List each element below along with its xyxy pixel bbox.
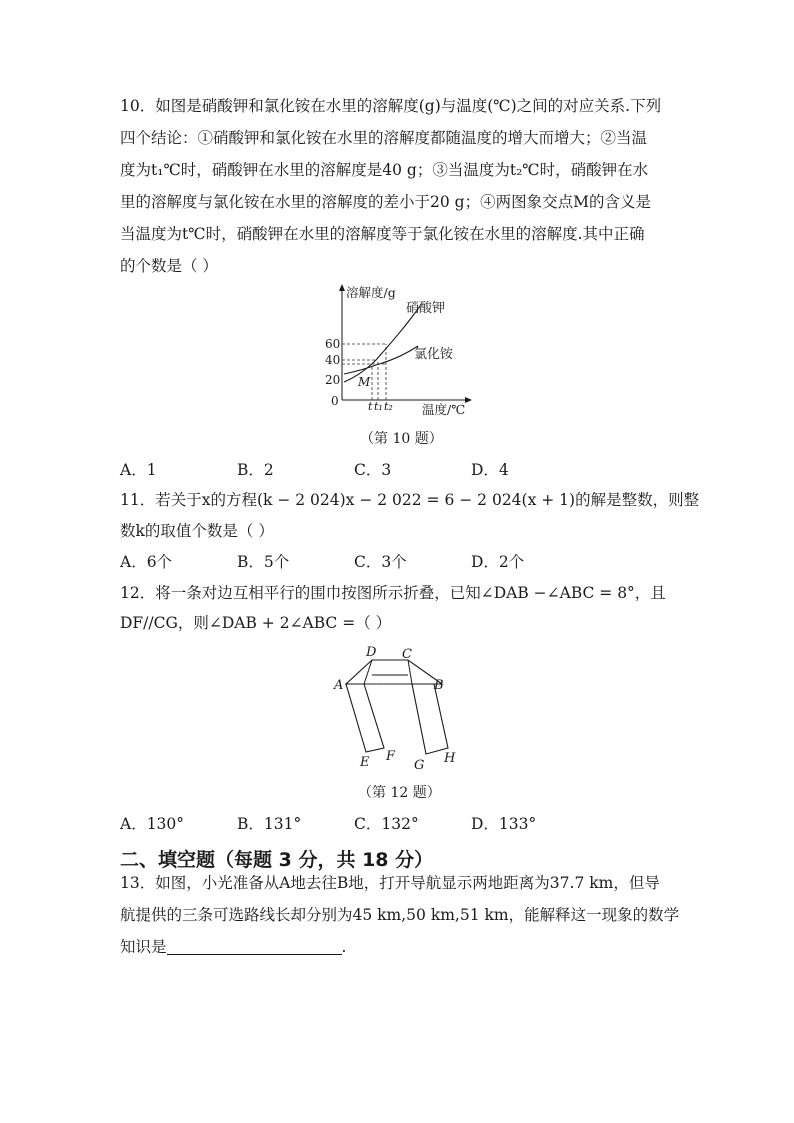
q12-line-2: DF//CG，则∠DAB + 2∠ABC =（ ）: [120, 614, 392, 632]
xtick-t: t: [368, 400, 373, 413]
scarf-fold-figure: [330, 638, 470, 778]
q10-caption: （第 10 题）: [360, 431, 443, 447]
q10-option-a[interactable]: A．1: [120, 461, 157, 479]
label-d: D: [366, 645, 377, 660]
q12-option-a[interactable]: A．130°: [120, 815, 185, 833]
q10-option-b[interactable]: B．2: [237, 461, 274, 479]
point-m-label: M: [358, 375, 371, 389]
q13-line-3-text: 知识是: [120, 938, 167, 956]
nh4cl-label: 氯化铵: [414, 347, 454, 362]
label-a: A: [334, 678, 344, 693]
kno3-label: 硝酸钾: [406, 301, 446, 316]
q13-line-3: [120, 937, 346, 957]
ytick-20: 20: [325, 373, 341, 387]
q10-line-2: 四个结论：①硝酸钾和氯化铵在水里的溶解度都随温度的增大而增大；②当温: [120, 129, 648, 147]
label-e: E: [360, 755, 370, 770]
q10-line-6: 的个数是（ ）: [120, 257, 218, 275]
label-g: G: [414, 758, 425, 773]
q11-option-c[interactable]: C．3个: [354, 553, 407, 571]
q11-option-a[interactable]: A．6个: [120, 553, 173, 571]
q12-option-b[interactable]: B．131°: [237, 815, 302, 833]
q13-end: .: [341, 938, 347, 956]
right-strip: [412, 684, 448, 754]
q10-option-c[interactable]: C．3: [354, 461, 392, 479]
q11-line-1: 11．若关于x的方程(k − 2 024)x − 2 022 = 6 − 2 024(x + 1)的解是整数，则整: [120, 491, 700, 509]
q10-line-1: 10．如图是硝酸钾和氯化铵在水里的溶解度(g)与温度(℃)之间的对应关系.下列: [120, 97, 662, 115]
q12-option-d[interactable]: D．133°: [471, 815, 537, 833]
label-c: C: [402, 647, 412, 662]
q12-line-1: 12．将一条对边互相平行的围巾按图所示折叠，已知∠DAB −∠ABC = 8°，且: [120, 584, 666, 602]
connector-right: [408, 660, 412, 684]
q11-option-d[interactable]: D．2个: [471, 553, 525, 571]
answer-blank[interactable]: [167, 938, 342, 955]
left-strip: [346, 684, 384, 752]
solubility-chart: [318, 282, 488, 422]
xtick-t1: t₁: [374, 400, 383, 413]
q11-line-2: 数k的取值个数是（ ）: [120, 522, 274, 540]
q10-option-d[interactable]: D．4: [471, 461, 509, 479]
x-axis-arrow: [465, 397, 472, 403]
q10-line-4: 里的溶解度与氯化铵在水里的溶解度的差小于20 g；④两图象交点M的含义是: [120, 193, 651, 211]
q10-line-5: 当温度为t℃时，硝酸钾在水里的溶解度等于氯化铵在水里的溶解度.其中正确: [120, 225, 645, 243]
label-h: H: [444, 751, 456, 766]
q12-caption: （第 12 题）: [358, 785, 441, 801]
ytick-60: 60: [325, 337, 341, 351]
q10-line-3: 度为t₁℃时，硝酸钾在水里的溶解度是40 g；③当温度为t₂℃时，硝酸钾在水: [120, 161, 649, 179]
section-title: 二、填空题（每题 3 分，共 18 分）: [120, 849, 434, 871]
ytick-40: 40: [325, 353, 341, 367]
q11-option-b[interactable]: B．5个: [237, 553, 290, 571]
q13-line-1: 13．如图，小光准备从A地去往B地，打开导航显示两地距离为37.7 km，但导: [120, 874, 660, 892]
y-axis-arrow: [339, 284, 345, 291]
label-b: B: [434, 678, 444, 693]
y-axis-label: 溶解度/g: [346, 285, 396, 300]
xtick-t2: t₂: [384, 400, 393, 413]
x-axis-label: 温度/℃: [422, 402, 466, 417]
top-band: [346, 660, 442, 684]
label-f: F: [386, 749, 396, 764]
q13-line-2: 航提供的三条可选路线长却分别为45 km,50 km,51 km，能解释这一现象的数学: [120, 906, 680, 924]
ytick-0: 0: [331, 394, 339, 408]
nh4cl-curve: [344, 346, 418, 374]
q12-option-c[interactable]: C．132°: [354, 815, 419, 833]
